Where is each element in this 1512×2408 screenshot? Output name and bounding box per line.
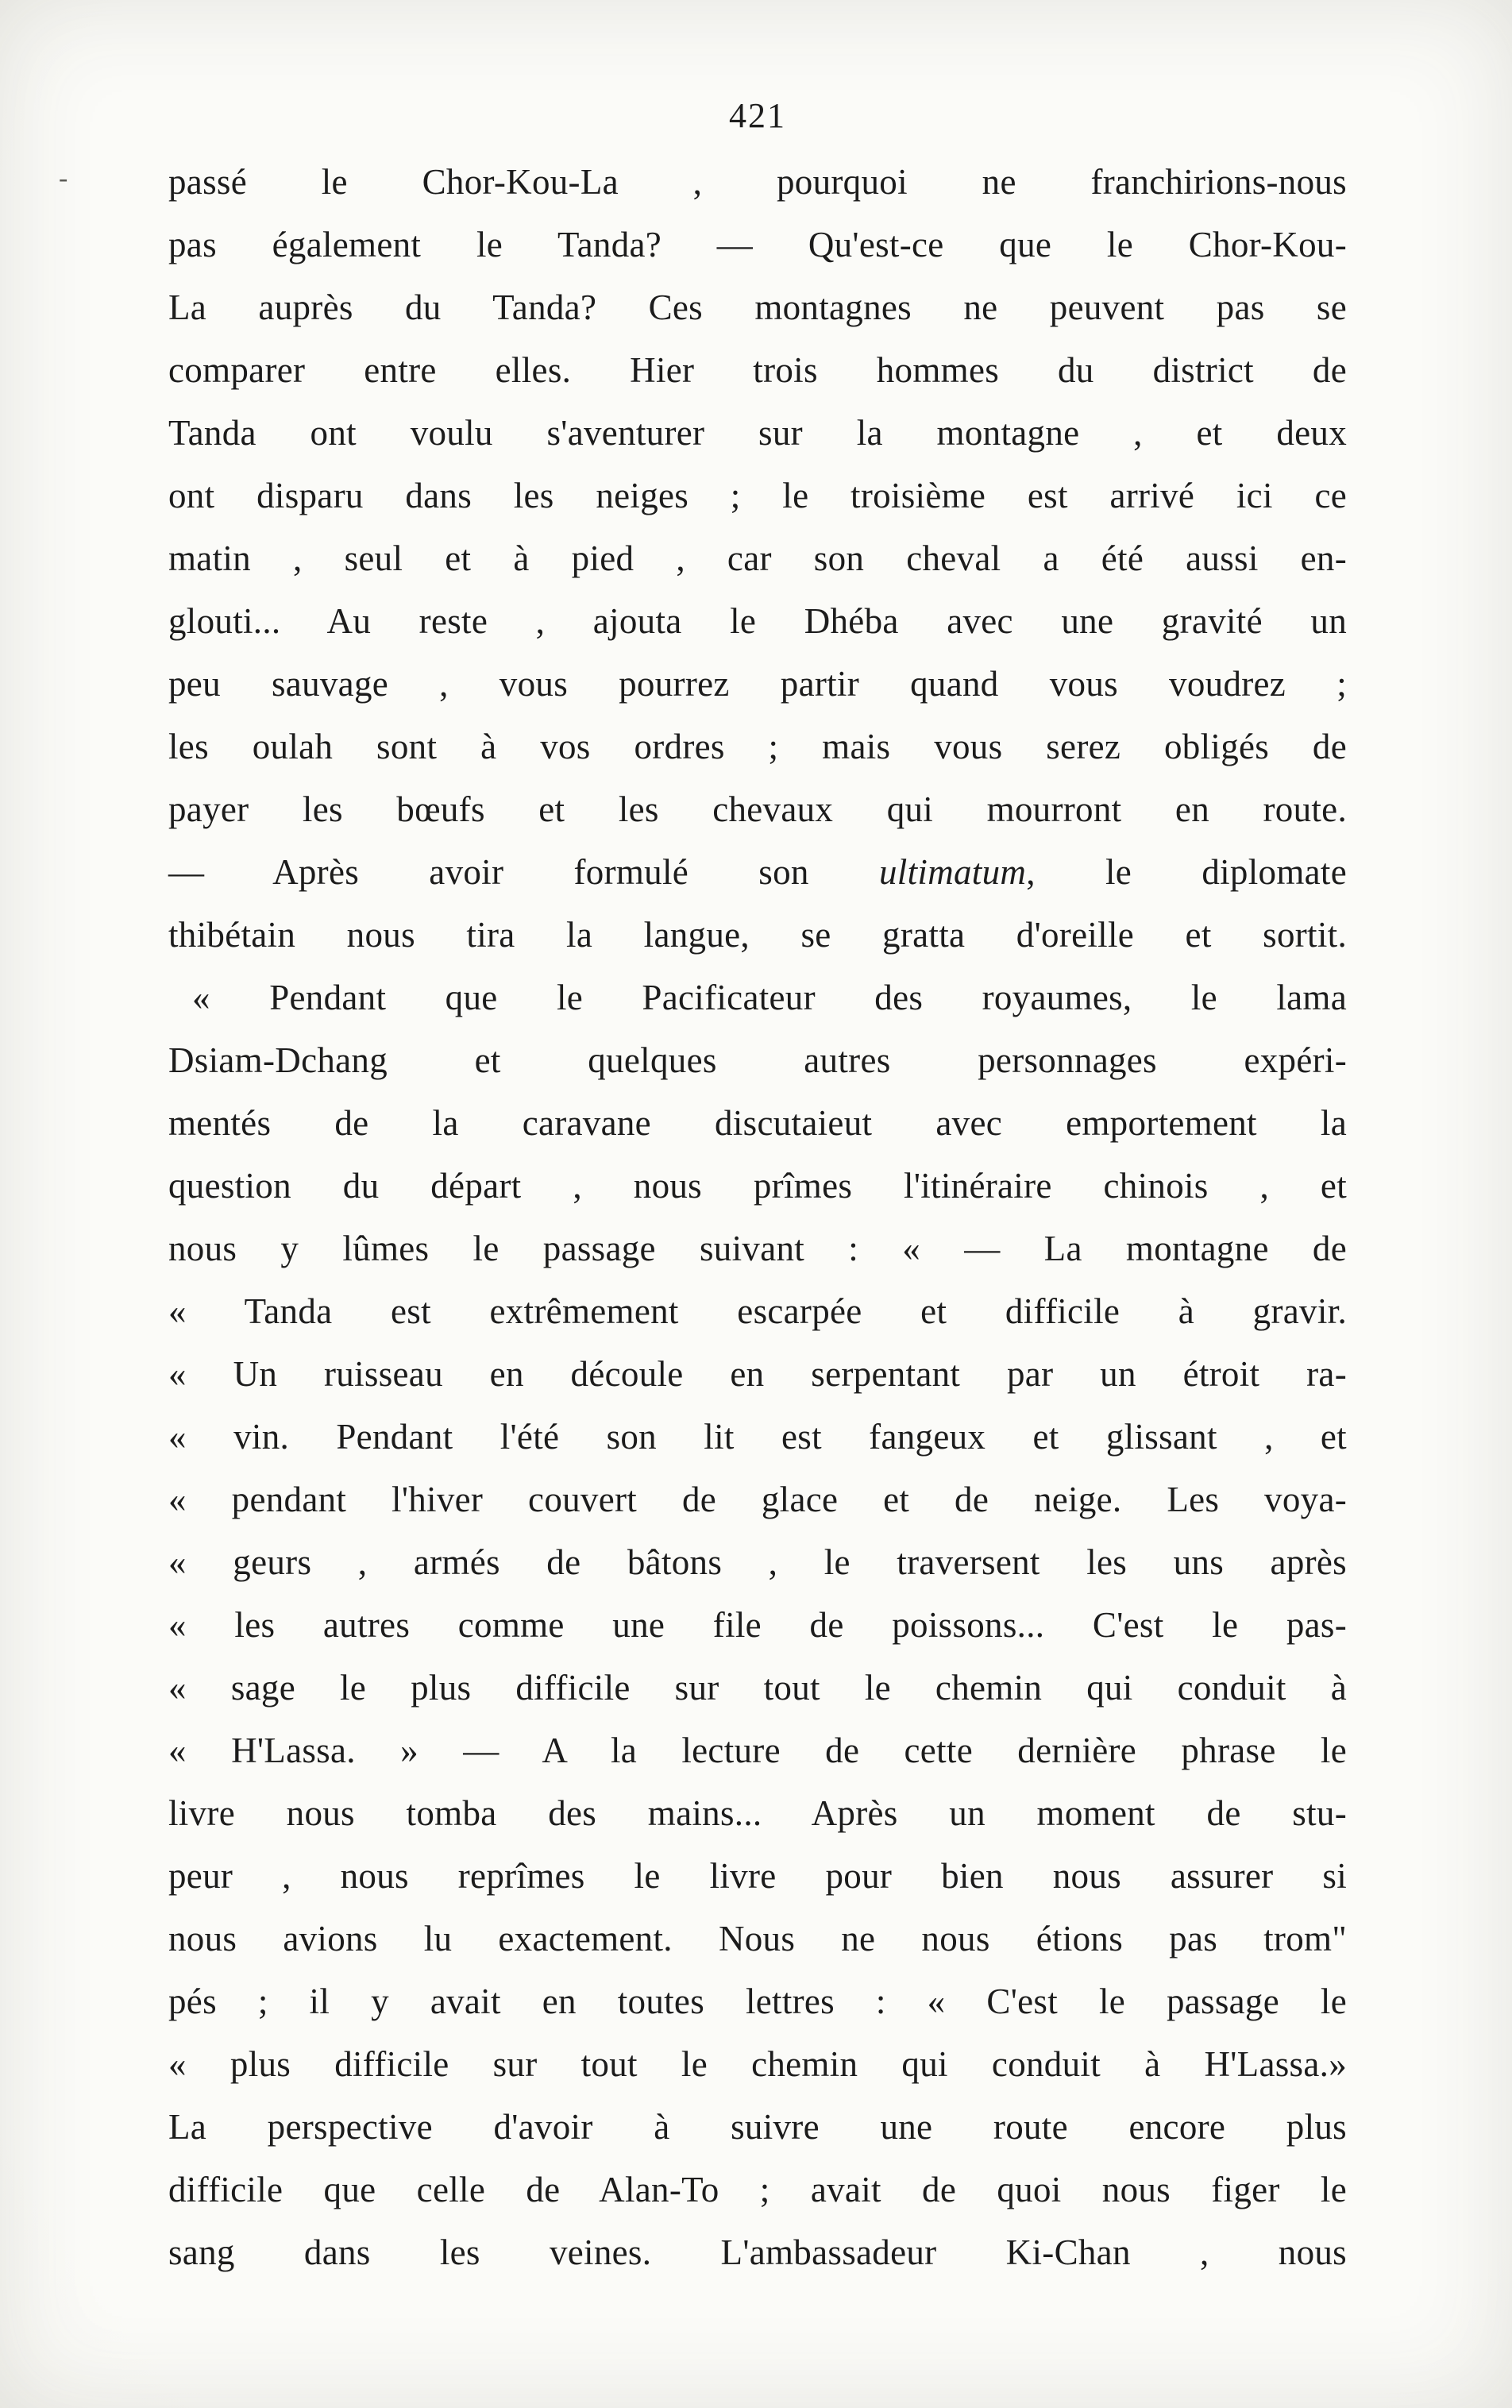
page-number: 421 [729, 96, 786, 135]
text-line: payer les bœufs et les chevaux qui mourront en route. [168, 789, 1347, 829]
text-line: « Tanda est extrêmement escarpée et difficile à gravir. [168, 1291, 1347, 1331]
text-line: glouti... Au reste , ajouta le Dhéba avec une gravité un [168, 601, 1347, 641]
text-line: « geurs , armés de bâtons , le traversent les uns après [168, 1542, 1347, 1582]
text-line: « pendant l'hiver couvert de glace et de neige. Les voya- [168, 1480, 1347, 1519]
text-line: « plus difficile sur tout le chemin qui conduit à H'Lassa.» [168, 2044, 1347, 2084]
text-line: difficile que celle de Alan-To ; avait de quoi nous figer le [168, 2170, 1347, 2209]
page-text [168, 151, 1347, 2284]
text-line: « vin. Pendant l'été son lit est fangeux et glissant , et [168, 1417, 1347, 1457]
text-line: « les autres comme une file de poissons... C'est le pas- [168, 1605, 1347, 1645]
text-line: nous y lûmes le passage suivant : « — La montagne de [168, 1229, 1347, 1268]
text-line: La perspective d'avoir à suivre une route encore plus [168, 2107, 1347, 2147]
margin-mark: - [59, 164, 68, 193]
text-line: « H'Lassa. » — A la lecture de cette dernière phrase le [168, 1731, 1347, 1770]
text-line: thibétain nous tira la langue, se gratta d'oreille et sortit. [168, 915, 1347, 955]
text-line: mentés de la caravane discutaieut avec emportement la [168, 1103, 1347, 1143]
text-line: Dsiam-Dchang et quelques autres personnages expéri- [168, 1040, 1347, 1080]
text-line: « sage le plus difficile sur tout le chemin qui conduit à [168, 1668, 1347, 1708]
text-line: nous avions lu exactement. Nous ne nous étions pas trom" [168, 1919, 1347, 1958]
text-line: Tanda ont voulu s'aventurer sur la montagne , et deux [168, 413, 1347, 453]
text-line: « Pendant que le Pacificateur des royaumes, le lama [192, 978, 1347, 1017]
text-line: — Après avoir formulé son ultimatum, le diplomate [168, 852, 1347, 892]
text-line: les oulah sont à vos ordres ; mais vous serez obligés de [168, 727, 1347, 766]
text-line: « Un ruisseau en découle en serpentant par un étroit ra- [168, 1354, 1347, 1394]
text-line: La auprès du Tanda? Ces montagnes ne peuvent pas se [168, 287, 1347, 327]
text-line: peu sauvage , vous pourrez partir quand vous voudrez ; [168, 664, 1347, 704]
text-line: ont disparu dans les neiges ; le troisième est arrivé ici ce [168, 476, 1347, 515]
text-line: pas également le Tanda? — Qu'est-ce que le Chor-Kou- [168, 225, 1347, 264]
text-line: sang dans les veines. L'ambassadeur Ki-Chan , nous [168, 2232, 1347, 2272]
text-line: livre nous tomba des mains... Après un moment de stu- [168, 1793, 1347, 1833]
text-line: passé le Chor-Kou-La , pourquoi ne franchirions-nous [168, 162, 1347, 202]
text-line: question du départ , nous prîmes l'itinéraire chinois , et [168, 1166, 1347, 1206]
text-line: peur , nous reprîmes le livre pour bien nous assurer si [168, 1856, 1347, 1896]
text-line: comparer entre elles. Hier trois hommes du district de [168, 350, 1347, 390]
text-line: matin , seul et à pied , car son cheval a été aussi en- [168, 538, 1347, 578]
text-line: pés ; il y avait en toutes lettres : « C'est le passage le [168, 1982, 1347, 2021]
